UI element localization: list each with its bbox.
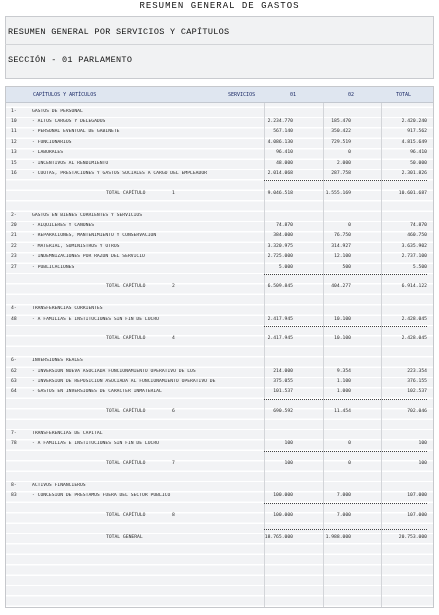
value-service-02: 1.100 (336, 378, 351, 384)
chapter-heading (6, 356, 433, 365)
value-service-01: 100.000 (273, 493, 293, 499)
value-service-01: 2.417.945 (267, 316, 293, 322)
chapter-total-row (6, 189, 433, 198)
chapter-name: GASTOS DE PERSONAL (32, 108, 83, 114)
chapter-total: 10.601.687 (398, 190, 427, 196)
chapter-total-label: TOTAL CAPÍTULO (106, 461, 146, 467)
value-service-01: 3.320.975 (267, 243, 293, 249)
chapter-name: TRANSFERENCIAS DE CAPITAL (32, 430, 103, 436)
article-description: - REPARACIONES, MANTENIMIENTO Y CONSERVACIÓN (32, 233, 157, 239)
subtotal-rule (264, 399, 427, 400)
page-title: RESUMEN GENERAL DE GASTOS (139, 1, 300, 11)
chapter-heading (6, 211, 433, 220)
article-code: 78 (11, 441, 17, 447)
article-code: 16 (11, 170, 17, 176)
chapter-total: 6.914.122 (401, 284, 427, 290)
report-subtitle: RESUMEN GENERAL POR SERVICIOS Y CAPÍTULOS (8, 27, 230, 37)
table-row (6, 252, 433, 261)
chapter-total-01: 9.046.518 (267, 190, 293, 196)
article-code: 11 (11, 129, 17, 135)
article-code: 20 (11, 222, 17, 228)
value-service-02: 76.750 (334, 233, 351, 239)
expense-table (5, 86, 434, 608)
article-code: 10 (11, 118, 17, 124)
value-total: 74.870 (410, 222, 427, 228)
article-code: 64 (11, 389, 17, 395)
grand-total-rule (264, 529, 427, 530)
chapter-total-01: 100 (284, 461, 293, 467)
table-row (6, 231, 433, 240)
chapter-total: 100 (418, 461, 427, 467)
value-total: 96.410 (410, 150, 427, 156)
chapter-total-row (6, 511, 433, 520)
table-row (6, 127, 433, 136)
header-capitulos: CAPÍTULOS Y ARTÍCULOS (33, 92, 97, 98)
article-code: 27 (11, 264, 17, 270)
article-code: 23 (11, 254, 17, 260)
article-description: - CONCESIÓN DE PRÉSTAMOS FUERA DEL SECTOR PÚBLICO (32, 493, 171, 499)
article-code: 83 (11, 493, 17, 499)
article-description: - INDEMNIZACIONES POR RAZÓN DEL SERVICIO (32, 254, 145, 260)
value-service-02: 1.000 (336, 389, 351, 395)
chapter-name: TRANSFERENCIAS CORRIENTES (32, 306, 103, 312)
value-service-01: 4.086.130 (267, 139, 293, 145)
chapter-total-02: 404.277 (331, 284, 351, 290)
value-service-02: 185.470 (331, 118, 351, 124)
table-row (6, 367, 433, 376)
value-service-02: 287.758 (331, 170, 351, 176)
report-header (5, 16, 434, 79)
chapter-total-number: 6 (172, 409, 175, 415)
chapter-name: GASTOS EN BIENES CORRIENTES Y SERVICIOS (32, 212, 143, 218)
value-total: 4.815.649 (401, 139, 427, 145)
table-row (6, 315, 433, 324)
chapter-total-row (6, 407, 433, 416)
chapter-code: 1- (11, 108, 17, 114)
article-description: - A FAMILIAS E INSTITUCIONES SIN FIN DE LUCRO (32, 441, 159, 447)
value-total: 2.301.826 (401, 170, 427, 176)
chapter-total-number: 8 (172, 513, 175, 519)
article-description: - INVERSIÓN NUEVA ASOCIADA FUNCIONAMIENTO OPERATIVO DE LOS (32, 368, 196, 374)
value-service-02: 10.100 (334, 316, 351, 322)
table-row (6, 387, 433, 396)
article-code: 48 (11, 316, 17, 322)
table-row (6, 138, 433, 147)
value-service-02: 0 (348, 150, 351, 156)
value-service-02: 350.422 (331, 129, 351, 135)
grand-total-01: 18.765.000 (264, 534, 293, 540)
table-row (6, 377, 433, 386)
header-servicios: SERVICIOS (228, 92, 256, 98)
value-service-01: 2.014.068 (267, 170, 293, 176)
value-service-01: 567.140 (273, 129, 293, 135)
article-code: 21 (11, 233, 17, 239)
chapter-name: ACTIVOS FINANCIEROS (32, 482, 86, 488)
article-description: - PERSONAL EVENTUAL DE GABINETE (32, 129, 120, 135)
article-description: - GASTOS EN INVERSIONES DE CARÁCTER INMATERIAL (32, 389, 162, 395)
chapter-total-02: 1.555.169 (325, 190, 351, 196)
value-service-01: 375.055 (273, 378, 293, 384)
grand-total-label: TOTAL GENERAL (106, 534, 143, 540)
value-total: 100 (418, 441, 427, 447)
table-header (6, 87, 433, 103)
grand-total: 20.753.000 (398, 534, 427, 540)
table-row (6, 117, 433, 126)
chapter-name: INVERSIONES REALES (32, 358, 83, 364)
chapter-heading (6, 107, 433, 116)
section-title: SECCIÓN - 01 PARLAMENTO (8, 55, 133, 65)
chapter-code: 4- (11, 306, 17, 312)
chapter-total-label: TOTAL CAPÍTULO (106, 336, 146, 342)
value-service-02: 7.000 (336, 493, 351, 499)
article-code: 13 (11, 150, 17, 156)
value-total: 2.737.100 (401, 254, 427, 260)
grand-total-row (6, 533, 433, 542)
value-service-01: 5.000 (278, 264, 293, 270)
grand-total-02: 1.988.000 (325, 534, 351, 540)
table-row (6, 159, 433, 168)
chapter-code: 7- (11, 430, 17, 436)
value-service-02: 0 (348, 222, 351, 228)
value-service-02: 9.354 (336, 368, 351, 374)
article-code: 15 (11, 160, 17, 166)
value-total: 2.420.240 (401, 118, 427, 124)
header-col-02: 02 (348, 92, 355, 98)
table-row (6, 491, 433, 500)
article-description: - ALQUILERES Y CÁNONES (32, 222, 95, 228)
chapter-total-number: 4 (172, 336, 175, 342)
chapter-total-02: 11.454 (334, 409, 351, 415)
chapter-total-row (6, 459, 433, 468)
chapter-total-02: 7.000 (336, 513, 351, 519)
value-service-01: 74.870 (276, 222, 293, 228)
value-service-01: 101.537 (273, 389, 293, 395)
chapter-total-number: 7 (172, 461, 175, 467)
chapter-total-label: TOTAL CAPÍTULO (106, 284, 146, 290)
chapter-total-number: 1 (172, 190, 175, 196)
value-total: 5.500 (412, 264, 427, 270)
chapter-total-02: 0 (348, 461, 351, 467)
value-total: 102.537 (407, 389, 427, 395)
value-service-01: 384.000 (273, 233, 293, 239)
article-description: - FUNCIONARIOS (32, 139, 72, 145)
value-service-01: 96.410 (276, 150, 293, 156)
value-service-02: 12.100 (334, 254, 351, 260)
value-total: 3.635.902 (401, 243, 427, 249)
chapter-total: 702.046 (407, 409, 427, 415)
subtotal-rule (264, 326, 427, 327)
header-divider (5, 44, 434, 45)
chapter-total-01: 6.509.845 (267, 284, 293, 290)
article-description: - A FAMILIAS E INSTITUCIONES SIN FIN DE LUCRO (32, 316, 159, 322)
chapter-heading (6, 429, 433, 438)
chapter-total-label: TOTAL CAPÍTULO (106, 409, 146, 415)
subtotal-rule (264, 180, 427, 181)
chapter-total-label: TOTAL CAPÍTULO (106, 513, 146, 519)
chapter-code: 2- (11, 212, 17, 218)
chapter-total-01: 690.592 (273, 409, 293, 415)
article-description: - MATERIAL, SUMINISTROS Y OTROS (32, 243, 120, 249)
value-service-01: 48.000 (276, 160, 293, 166)
value-total: 107.000 (407, 493, 427, 499)
article-code: 22 (11, 243, 17, 249)
article-description: - LABORALES (32, 150, 64, 156)
subtotal-rule (264, 451, 427, 452)
value-total: 460.750 (407, 233, 427, 239)
chapter-total-label: TOTAL CAPÍTULO (106, 190, 146, 196)
value-total: 223.354 (407, 368, 427, 374)
article-description: - INVERSIÓN DE REPOSICIÓN ASOCIADA AL FUNCIONAMIENTO OPERATIVO DE (32, 378, 216, 384)
value-total: 2.428.045 (401, 316, 427, 322)
chapter-total: 2.428.045 (401, 336, 427, 342)
chapter-heading (6, 481, 433, 490)
value-total: 50.000 (410, 160, 427, 166)
header-total: TOTAL (396, 92, 412, 98)
value-service-02: 500 (342, 264, 351, 270)
value-total: 917.562 (407, 129, 427, 135)
value-service-02: 2.000 (336, 160, 351, 166)
subtotal-rule (264, 503, 427, 504)
value-service-01: 100 (284, 441, 293, 447)
chapter-total-row (6, 282, 433, 291)
value-service-01: 2.234.770 (267, 118, 293, 124)
value-total: 376.155 (407, 378, 427, 384)
table-row (6, 169, 433, 178)
chapter-heading (6, 304, 433, 313)
chapter-total-number: 2 (172, 284, 175, 290)
article-description: - INCENTIVOS AL RENDIMIENTO (32, 160, 109, 166)
article-code: 63 (11, 378, 17, 384)
table-row (6, 221, 433, 230)
value-service-02: 0 (348, 441, 351, 447)
table-row (6, 263, 433, 272)
article-description: - CUOTAS, PRESTACIONES Y GASTOS SOCIALES A CARGO DEL EMPLEADOR (32, 170, 207, 176)
value-service-02: 314.927 (331, 243, 351, 249)
chapter-code: 6- (11, 358, 17, 364)
article-description: - PUBLICACIONES (32, 264, 75, 270)
subtotal-rule (264, 274, 427, 275)
chapter-code: 8- (11, 482, 17, 488)
article-code: 62 (11, 368, 17, 374)
chapter-total-02: 10.100 (334, 336, 351, 342)
chapter-total-01: 100.000 (273, 513, 293, 519)
value-service-01: 2.725.000 (267, 254, 293, 260)
chapter-total: 107.000 (407, 513, 427, 519)
value-service-02: 729.519 (331, 139, 351, 145)
chapter-total-row (6, 334, 433, 343)
article-description: - ALTOS CARGOS Y DELEGADOS (32, 118, 106, 124)
article-code: 12 (11, 139, 17, 145)
value-service-01: 214.000 (273, 368, 293, 374)
table-row (6, 148, 433, 157)
chapter-total-01: 2.417.945 (267, 336, 293, 342)
header-col-01: 01 (290, 92, 297, 98)
table-row (6, 439, 433, 448)
table-row (6, 242, 433, 251)
